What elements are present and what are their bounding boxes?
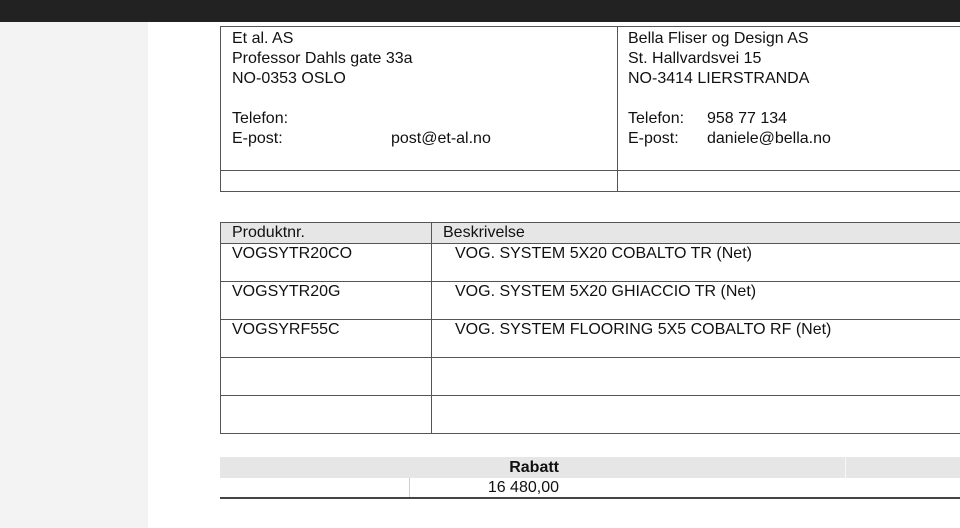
address-table [220,26,960,192]
product-number [221,396,432,434]
buyer-street: St. Hallvardsvei 15 [628,50,762,67]
buyer-phone: 958 77 134 [707,110,788,127]
seller-email-row [232,129,491,149]
col-header-product-number: Produktnr. [221,223,432,244]
seller-email: post@et-al.no [391,130,491,147]
product-number: VOGSYRF55C [221,320,432,358]
product-number: VOGSYTR20G [221,282,432,320]
buyer-email-row [628,129,831,149]
product-description: VOG. SYSTEM FLOORING 5X5 COBALTO RF (Net) [432,320,960,358]
discount-header-separator [845,457,846,478]
table-row [221,396,960,434]
seller-phone-label: Telefon: [232,110,289,127]
seller-name: Et al. AS [232,30,294,47]
seller-street: Professor Dahls gate 33a [232,50,413,67]
seller-address [232,29,491,149]
table-row [221,282,960,320]
product-table [220,222,960,434]
buyer-address [628,29,831,149]
viewer-top-bar [0,0,960,22]
col-header-description: Beskrivelse [432,223,960,244]
address-divider [617,27,618,191]
product-description [432,358,960,396]
seller-city: NO-0353 OSLO [232,70,346,87]
seller-email-label: E-post: [232,130,283,147]
buyer-phone-row [628,109,809,129]
address-bottom-rule [221,170,960,171]
discount-header-band [220,457,960,478]
product-description: VOG. SYSTEM 5X20 COBALTO TR (Net) [432,244,960,282]
product-number: VOGSYTR20CO [221,244,432,282]
table-row [221,244,960,282]
buyer-city: NO-3414 LIERSTRANDA [628,70,810,87]
buyer-name: Bella Fliser og Design AS [628,30,809,47]
discount-label: Rabatt [509,459,559,476]
table-row [221,358,960,396]
buyer-phone-label: Telefon: [628,110,685,127]
product-description [432,396,960,434]
table-row [221,320,960,358]
buyer-email: daniele@bella.no [707,130,831,147]
discount-bottom-rule [220,497,960,499]
product-description: VOG. SYSTEM 5X20 GHIACCIO TR (Net) [432,282,960,320]
discount-value: 16 480,00 [487,479,559,496]
seller-phone-row [232,109,413,129]
product-header-row [221,223,960,244]
product-number [221,358,432,396]
buyer-email-label: E-post: [628,130,679,147]
